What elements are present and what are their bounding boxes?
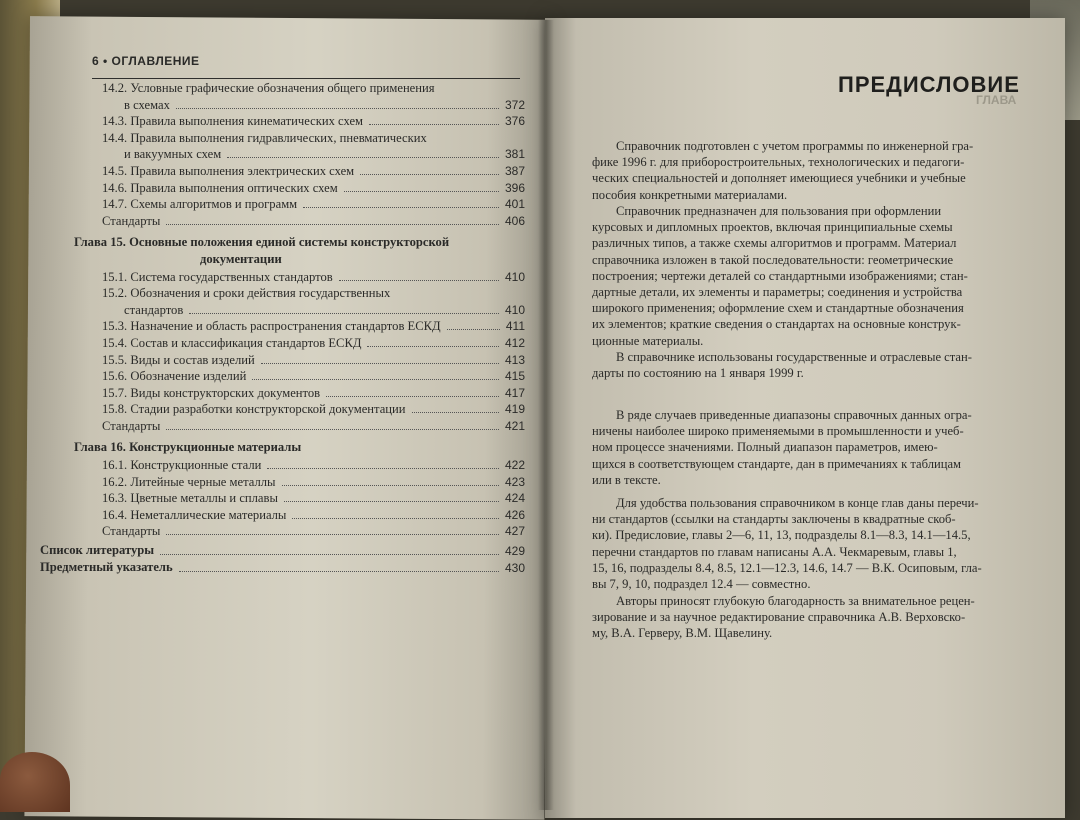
toc-entry: [40, 335, 525, 352]
text-line: щихся в соответствующем стандарте, дан в примечаниях к таблицам: [592, 456, 962, 471]
toc-entry-title: 14.3. Правила выполнения кинематических схем: [102, 114, 364, 129]
toc-entry: [40, 97, 525, 114]
toc-entry-title: 15.7. Виды конструкторских документов: [102, 385, 321, 400]
toc-page-number: 415: [504, 369, 525, 384]
toc-entry-title: 14.5. Правила выполнения электрических схем: [102, 163, 355, 178]
toc-entry-title: 14.7. Схемы алгоритмов и программ: [102, 197, 298, 212]
dot-leader: [412, 412, 499, 413]
text-line: дарты по состоянию на 1 января 1999 г.: [592, 366, 804, 381]
text-line: курсовых и дипломных проектов, включая принципиальные схемы: [592, 220, 953, 235]
toc-entry-title: документации: [200, 251, 282, 266]
toc-entry-title: 15.3. Назначение и область распространения стандартов ЕСКД: [102, 319, 441, 334]
toc-entry: [40, 235, 525, 252]
dot-leader: [284, 501, 499, 502]
toc-entry: [40, 507, 525, 524]
text-line: широкого применения; оформление схем и стандартные обозначения: [592, 301, 964, 316]
dot-leader: [282, 485, 499, 486]
toc-entry-title: Предметный указатель: [40, 559, 173, 574]
toc-entry: [40, 474, 525, 491]
dot-leader: [339, 280, 499, 281]
toc-entry: [40, 302, 525, 319]
dot-leader: [303, 207, 499, 208]
toc-entry-title: 14.2. Условные графические обозначения общего применения: [102, 81, 435, 95]
toc-page-number: 422: [504, 458, 525, 473]
text-line: му, В.А. Герверу, В.М. Щавелину.: [592, 626, 773, 641]
toc-entry-title: 15.8. Стадии разработки конструкторской документации: [102, 402, 406, 417]
dot-leader: [176, 108, 499, 109]
toc-entry: [40, 440, 525, 457]
dot-leader: [360, 174, 499, 175]
dot-leader: [189, 313, 499, 314]
dot-leader: [160, 554, 499, 555]
dot-leader: [344, 191, 499, 192]
toc-entry-title: 16.4. Неметаллические материалы: [102, 507, 287, 522]
toc-entry-title: 15.1. Система государственных стандартов: [102, 269, 333, 284]
text-line: ционные материалы.: [592, 333, 704, 348]
toc-entry-title: 14.6. Правила выполнения оптических схем: [102, 180, 338, 195]
toc-entry: [40, 318, 525, 335]
text-line: Справочник подготовлен с учетом программы по инженерной гра-: [616, 139, 974, 153]
preface-paragraph: [592, 407, 1022, 488]
text-line: пособия конкретными материалами.: [592, 187, 788, 202]
book-spine: [538, 20, 554, 810]
toc-entry: [40, 285, 525, 302]
preface-paragraph: [592, 593, 1022, 642]
toc-page-number: 426: [504, 507, 525, 522]
toc-page-number: 372: [504, 97, 525, 112]
toc-entry-title: в схемах: [124, 97, 170, 112]
toc-entry-title: Глава 15. Основные положения единой системы конструкторской: [74, 235, 450, 250]
dot-leader: [166, 534, 499, 535]
text-line: справочника изложен в такой последовательности: геометрические: [592, 252, 954, 267]
toc-entry: [40, 146, 525, 163]
text-line: зирование и за научное редактирование справочника А.В. Верховско-: [592, 610, 966, 625]
toc-entry: [40, 80, 525, 97]
toc-page-number: 410: [504, 269, 525, 284]
dot-leader: [166, 224, 499, 225]
dot-leader: [261, 363, 499, 364]
toc-page-number: 427: [504, 524, 525, 539]
text-line: ки). Предисловие, главы 2—6, 11, 13, подразделы 8.1—8.3, 14.1—14.5,: [592, 528, 971, 543]
left-page-header: [92, 50, 520, 79]
toc-entry-title: 16.1. Конструкционные стали: [102, 458, 262, 473]
table-of-contents: [40, 80, 525, 576]
text-line: Для удобства пользования справочником в конце глав даны перечи-: [616, 496, 979, 510]
toc-entry-title: 14.4. Правила выполнения гидравлических, пневматических: [102, 130, 427, 145]
toc-entry: [40, 352, 525, 369]
toc-entry: [40, 457, 525, 474]
toc-entry-title: 16.2. Литейные черные металлы: [102, 474, 276, 489]
toc-entry: [40, 252, 525, 269]
toc-entry: [40, 543, 525, 560]
toc-entry-title: Стандарты: [102, 418, 161, 433]
toc-page-number: 419: [504, 402, 525, 417]
dot-leader: [367, 346, 499, 347]
text-line: ничены наиболее широко применяемыми в промышленности и учеб-: [592, 424, 964, 439]
dot-leader: [369, 124, 499, 125]
dot-leader: [292, 518, 499, 519]
toc-entry-title: 15.2. Обозначения и сроки действия государственных: [102, 286, 391, 301]
toc-page-number: 424: [504, 491, 525, 506]
toc-entry: [40, 163, 525, 180]
toc-entry-title: 16.3. Цветные металлы и сплавы: [102, 491, 278, 506]
toc-page-number: 381: [504, 147, 525, 162]
preface-paragraph: [592, 203, 1022, 349]
toc-entry: [40, 523, 525, 540]
text-line: перечни стандартов по главам написаны А.А. Чекмаревым, главы 1,: [592, 544, 957, 559]
toc-page-number: 423: [504, 474, 525, 489]
dot-leader: [326, 396, 499, 397]
toc-entry: [40, 368, 525, 385]
toc-entry: [40, 269, 525, 286]
preface-paragraph: [592, 138, 1022, 203]
toc-entry: [40, 113, 525, 130]
toc-entry-title: 15.6. Обозначение изделий: [102, 369, 247, 384]
toc-entry-title: 15.4. Состав и классификация стандартов ЕСКД: [102, 335, 362, 350]
text-line: различных типов, а также схемы алгоритмов и программ. Материал: [592, 236, 957, 251]
toc-entry: [40, 213, 525, 230]
toc-page-number: 413: [504, 352, 525, 367]
toc-page-number: 430: [504, 560, 525, 575]
toc-entry-title: Стандарты: [102, 213, 161, 228]
text-line: Справочник предназначен для пользования при оформлении: [616, 204, 942, 218]
text-line: ном процессе значениями. Полный диапазон параметров, имею-: [592, 440, 938, 455]
toc-page-number: 376: [504, 114, 525, 129]
text-line: вы 7, 9, 10, подраздел 12.4 — совместно.: [592, 576, 811, 591]
text-line: ческих специальностей и дополняет имеющиеся учебники и учебные: [592, 171, 966, 186]
running-header: 6 • ОГЛАВЛЕНИЕ: [92, 54, 200, 68]
preface-paragraph: [592, 349, 1022, 381]
toc-entry-title: Список литературы: [40, 543, 155, 558]
toc-entry: [40, 560, 525, 577]
text-line: дартные детали, их элементы и параметры; соединения и устройства: [592, 284, 963, 299]
show-through-text: ГЛАВА: [976, 93, 1017, 107]
text-line: их элементов; краткие сведения о стандартах на основные конструк-: [592, 317, 961, 332]
toc-entry-title: стандартов: [124, 302, 184, 317]
text-line: В справочнике использованы государственные и отраслевые стан-: [616, 350, 972, 364]
text-line: фике 1996 г. для приборостроительных, технологических и педагоги-: [592, 155, 965, 170]
toc-entry: [40, 180, 525, 197]
toc-entry: [40, 196, 525, 213]
toc-page-number: 406: [504, 213, 525, 228]
text-line: построения; чертежи деталей со стандартными изображениями; стан-: [592, 268, 968, 283]
dot-leader: [267, 468, 499, 469]
toc-page-number: 387: [504, 163, 525, 178]
toc-entry: [40, 401, 525, 418]
toc-entry-title: Стандарты: [102, 524, 161, 539]
text-line: 15, 16, подразделы 8.4, 8.5, 12.1—12.3, 14.6, 14.7 — В.К. Осиповым, гла-: [592, 560, 982, 575]
toc-entry: [40, 418, 525, 435]
toc-page-number: 410: [504, 302, 525, 317]
dot-leader: [227, 157, 499, 158]
toc-page-number: 421: [504, 418, 525, 433]
toc-entry: [40, 490, 525, 507]
text-line: Авторы приносят глубокую благодарность за внимательное рецен-: [616, 594, 975, 608]
dot-leader: [166, 429, 499, 430]
toc-page-number: 411: [505, 319, 525, 334]
toc-page-number: 417: [504, 385, 525, 400]
preface-paragraph: [592, 495, 1022, 592]
text-line: В ряде случаев приведенные диапазоны справочных данных огра-: [616, 408, 972, 422]
toc-entry: [40, 130, 525, 147]
text-line: ни стандартов (ссылки на стандарты заключены в квадратные скоб-: [592, 512, 956, 527]
dot-leader: [252, 379, 499, 380]
toc-page-number: 401: [504, 197, 525, 212]
page-title: ПРЕДИСЛОВИЕ: [838, 72, 1020, 97]
toc-page-number: 412: [504, 335, 525, 350]
dot-leader: [179, 571, 499, 572]
toc-entry-title: и вакуумных схем: [124, 147, 222, 162]
toc-page-number: 396: [504, 180, 525, 195]
toc-entry-title: 15.5. Виды и состав изделий: [102, 352, 255, 367]
text-line: или в тексте.: [592, 472, 661, 487]
toc-entry: [40, 385, 525, 402]
toc-page-number: 429: [504, 544, 525, 559]
dot-leader: [447, 329, 500, 330]
toc-entry-title: Глава 16. Конструкционные материалы: [74, 440, 302, 455]
